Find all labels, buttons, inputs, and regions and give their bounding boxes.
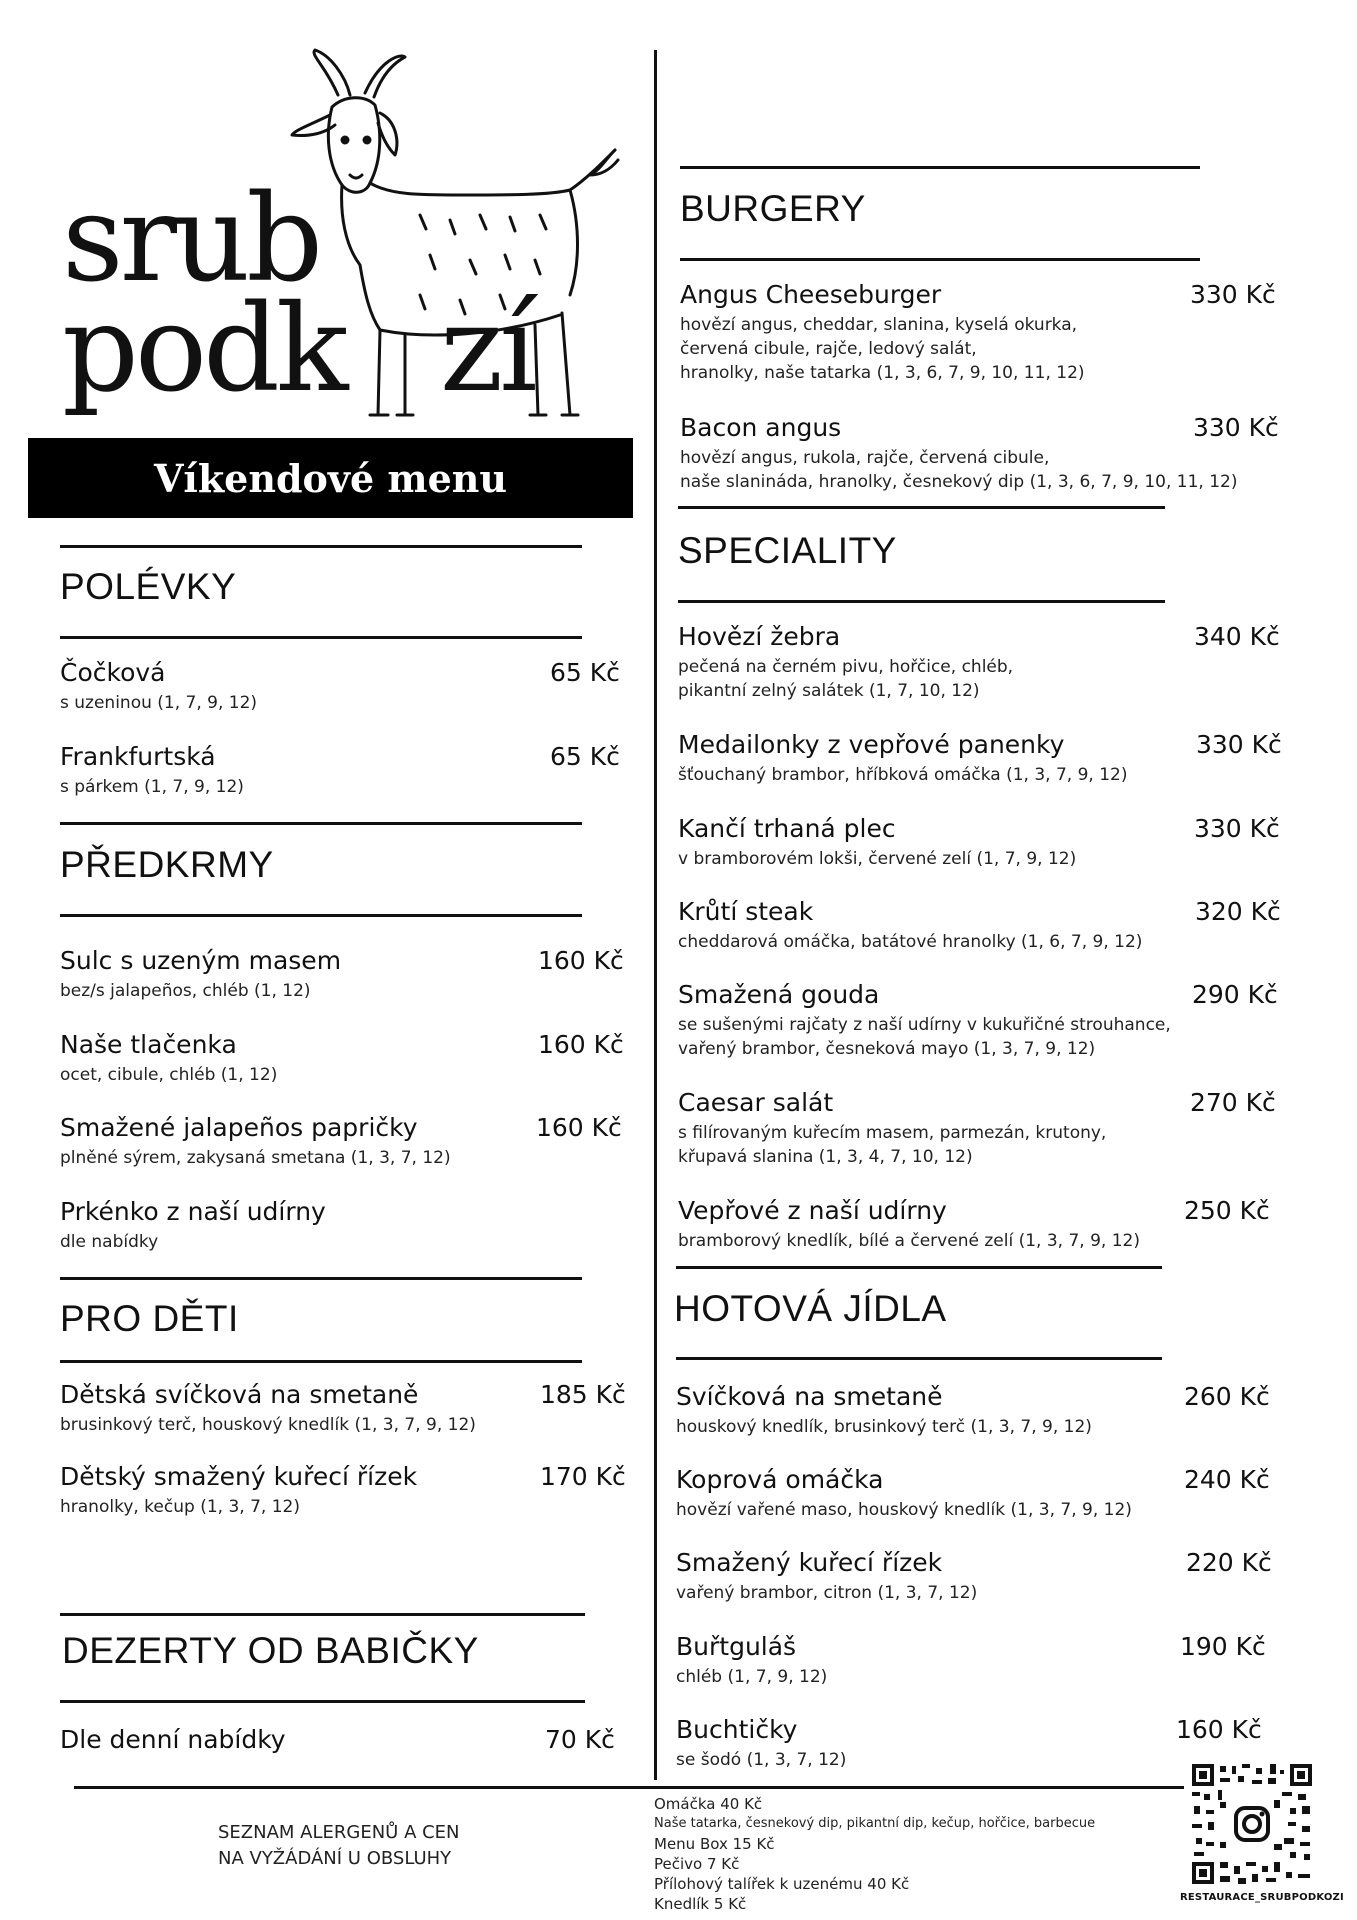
item-price: 250 Kč bbox=[1184, 1196, 1270, 1225]
extras-item: Menu Box 15 Kč bbox=[654, 1835, 775, 1853]
item-desc: ocet, cibule, chléb (1, 12) bbox=[60, 1065, 278, 1085]
section-title-polevky: POLÉVKY bbox=[60, 566, 237, 607]
item-name: Hovězí žebra bbox=[678, 622, 841, 651]
item-desc: naše slanináda, hranolky, česnekový dip (1, 3, 6, 7, 9, 10, 11, 12) bbox=[680, 472, 1238, 492]
item-price: 70 Kč bbox=[545, 1725, 615, 1754]
item-name: Frankfurtská bbox=[60, 742, 216, 771]
logo-text-podk: podk bbox=[62, 280, 345, 419]
item-desc: dle nabídky bbox=[60, 1232, 159, 1252]
menu-item bbox=[60, 1725, 620, 1754]
item-name: Medailonky z vepřové panenky bbox=[678, 730, 1065, 759]
item-desc: brusinkový terč, houskový knedlík (1, 3, 7, 9, 12) bbox=[60, 1415, 476, 1435]
menu-item bbox=[676, 1382, 1276, 1439]
item-price: 160 Kč bbox=[538, 946, 624, 975]
divider bbox=[60, 1613, 585, 1616]
menu-item bbox=[678, 980, 1278, 1061]
item-desc: bramborový knedlík, bílé a červené zelí (1, 3, 7, 9, 12) bbox=[678, 1231, 1140, 1251]
item-name: Naše tlačenka bbox=[60, 1030, 237, 1059]
item-price: 160 Kč bbox=[536, 1113, 622, 1142]
menu-item bbox=[678, 814, 1278, 871]
item-desc: křupavá slanina (1, 3, 4, 7, 10, 12) bbox=[678, 1147, 973, 1167]
menu-item bbox=[60, 946, 624, 1003]
menu-item bbox=[60, 1197, 620, 1254]
item-desc: vařený brambor, citron (1, 3, 7, 12) bbox=[676, 1583, 978, 1603]
item-name: Koprová omáčka bbox=[676, 1465, 884, 1494]
divider bbox=[60, 1360, 582, 1363]
menu-item bbox=[60, 658, 620, 715]
item-name: Sulc s uzeným masem bbox=[60, 946, 342, 975]
section-title-speciality: SPECIALITY bbox=[678, 530, 897, 571]
item-name: Buřtguláš bbox=[676, 1632, 797, 1661]
item-price: 330 Kč bbox=[1193, 413, 1279, 442]
divider bbox=[676, 1266, 1162, 1269]
item-name: Smažená gouda bbox=[678, 980, 880, 1009]
divider bbox=[680, 166, 1200, 169]
menu-banner: Víkendové menu bbox=[28, 438, 633, 518]
item-desc: hovězí angus, cheddar, slanina, kyselá okurka, bbox=[680, 315, 1078, 335]
item-price: 240 Kč bbox=[1184, 1465, 1270, 1494]
item-name: Angus Cheeseburger bbox=[680, 280, 942, 309]
menu-item bbox=[676, 1715, 1276, 1772]
divider bbox=[678, 506, 1165, 509]
item-desc: hovězí angus, rukola, rajče, červená cibule, bbox=[680, 448, 1050, 468]
item-name: Kančí trhaná plec bbox=[678, 814, 896, 843]
item-price: 220 Kč bbox=[1186, 1548, 1272, 1577]
menu-item bbox=[678, 730, 1282, 787]
item-desc: se sušenými rajčaty z naší udírny v kukuřičné strouhance, bbox=[678, 1015, 1171, 1035]
menu-item bbox=[676, 1548, 1276, 1605]
item-desc: se šodó (1, 3, 7, 12) bbox=[676, 1750, 847, 1770]
item-desc: s uzeninou (1, 7, 9, 12) bbox=[60, 693, 258, 713]
item-desc: s párkem (1, 7, 9, 12) bbox=[60, 777, 244, 797]
item-price: 160 Kč bbox=[538, 1030, 624, 1059]
item-desc: houskový knedlík, brusinkový terč (1, 3, 7, 9, 12) bbox=[676, 1417, 1092, 1437]
item-desc: s filírovaným kuřecím masem, parmezán, krutony, bbox=[678, 1123, 1107, 1143]
item-desc: cheddarová omáčka, batátové hranolky (1, 6, 7, 9, 12) bbox=[678, 932, 1143, 952]
divider bbox=[60, 1277, 582, 1280]
extras-item: Přílohový talířek k uzenému 40 Kč bbox=[654, 1875, 910, 1893]
item-price: 270 Kč bbox=[1190, 1088, 1276, 1117]
logo-text-srub: srub bbox=[62, 170, 320, 309]
item-desc: pikantní zelný salátek (1, 7, 10, 12) bbox=[678, 681, 980, 701]
qr-code-icon[interactable] bbox=[1190, 1762, 1314, 1886]
item-desc: hranolky, kečup (1, 3, 7, 12) bbox=[60, 1497, 300, 1517]
item-price: 290 Kč bbox=[1192, 980, 1278, 1009]
menu-item bbox=[676, 1465, 1276, 1522]
extras-list bbox=[654, 1794, 1095, 1914]
item-desc: hranolky, naše tatarka (1, 3, 6, 7, 9, 10, 11, 12) bbox=[680, 363, 1085, 383]
item-desc: vařený brambor, česneková mayo (1, 3, 7, 9, 12) bbox=[678, 1039, 1096, 1059]
menu-item bbox=[678, 1196, 1278, 1253]
menu-item bbox=[678, 897, 1281, 954]
divider bbox=[678, 600, 1165, 603]
allergen-note bbox=[218, 1820, 460, 1872]
section-title-burgery: BURGERY bbox=[680, 188, 866, 229]
item-price: 190 Kč bbox=[1180, 1632, 1266, 1661]
item-name: Prkénko z naší udírny bbox=[60, 1197, 326, 1226]
menu-item bbox=[680, 280, 1280, 385]
menu-item bbox=[678, 622, 1278, 703]
item-name: Bacon angus bbox=[680, 413, 842, 442]
item-price: 185 Kč bbox=[540, 1380, 626, 1409]
item-name: Smažený kuřecí řízek bbox=[676, 1548, 943, 1577]
extras-item: Omáčka 40 Kč bbox=[654, 1795, 763, 1813]
instagram-handle: RESTAURACE_SRUBPODKOZI bbox=[1180, 1892, 1344, 1903]
item-price: 160 Kč bbox=[1176, 1715, 1262, 1744]
menu-item bbox=[60, 742, 620, 799]
divider bbox=[60, 1700, 585, 1703]
menu-item bbox=[60, 1030, 624, 1087]
item-price: 340 Kč bbox=[1194, 622, 1280, 651]
item-name: Caesar salát bbox=[678, 1088, 834, 1117]
item-name: Krůtí steak bbox=[678, 897, 814, 926]
item-desc: pečená na černém pivu, hořčice, chléb, bbox=[678, 657, 1014, 677]
menu-item bbox=[678, 1088, 1278, 1169]
item-price: 330 Kč bbox=[1190, 280, 1276, 309]
allergen-note-line: NA VYŽÁDÁNÍ U OBSLUHY bbox=[218, 1848, 452, 1869]
item-name: Smažené jalapeños papričky bbox=[60, 1113, 418, 1142]
item-name: Čočková bbox=[60, 658, 166, 687]
item-price: 320 Kč bbox=[1195, 897, 1281, 926]
menu-item bbox=[676, 1632, 1276, 1689]
section-title-predkrmy: PŘEDKRMY bbox=[60, 844, 274, 885]
extras-item: Naše tatarka, česnekový dip, pikantní dip, kečup, hořčice, barbecue bbox=[654, 1816, 1096, 1831]
item-name: Buchtičky bbox=[676, 1715, 798, 1744]
item-desc: hovězí vařené maso, houskový knedlík (1, 3, 7, 9, 12) bbox=[676, 1500, 1132, 1520]
item-price: 260 Kč bbox=[1184, 1382, 1270, 1411]
menu-item bbox=[60, 1380, 626, 1437]
item-desc: plněné sýrem, zakysaná smetana (1, 3, 7, 12) bbox=[60, 1148, 451, 1168]
item-name: Dle denní nabídky bbox=[60, 1725, 286, 1754]
section-title-dezerty: DEZERTY OD BABIČKY bbox=[62, 1630, 479, 1671]
allergen-note-line: SEZNAM ALERGENŮ A CEN bbox=[218, 1822, 460, 1843]
menu-item bbox=[680, 413, 1280, 494]
item-desc: chléb (1, 7, 9, 12) bbox=[676, 1667, 828, 1687]
item-price: 65 Kč bbox=[550, 658, 620, 687]
divider bbox=[60, 545, 582, 548]
item-desc: červená cibule, rajče, ledový salát, bbox=[680, 339, 977, 359]
item-name: Dětský smažený kuřecí řízek bbox=[60, 1462, 418, 1491]
section-title-hotova: HOTOVÁ JÍDLA bbox=[674, 1288, 947, 1329]
logo-text-zi: zí bbox=[440, 280, 534, 419]
item-name: Vepřové z naší udírny bbox=[678, 1196, 947, 1225]
menu-item bbox=[60, 1113, 620, 1170]
goat-icon bbox=[270, 45, 630, 425]
divider bbox=[680, 258, 1200, 261]
menu-item bbox=[60, 1462, 626, 1519]
item-desc: v bramborovém lokši, červené zelí (1, 7, 9, 12) bbox=[678, 849, 1077, 869]
footer-divider bbox=[74, 1786, 1184, 1789]
column-divider bbox=[654, 50, 657, 1780]
section-title-prodeti: PRO DĚTI bbox=[60, 1298, 239, 1339]
item-name: Dětská svíčková na smetaně bbox=[60, 1380, 419, 1409]
item-desc: šťouchaný brambor, hříbková omáčka (1, 3, 7, 9, 12) bbox=[678, 765, 1128, 785]
item-price: 65 Kč bbox=[550, 742, 620, 771]
divider bbox=[676, 1357, 1162, 1360]
divider bbox=[60, 636, 582, 639]
item-price: 170 Kč bbox=[540, 1462, 626, 1491]
item-price: 330 Kč bbox=[1196, 730, 1282, 759]
item-desc: bez/s jalapeños, chléb (1, 12) bbox=[60, 981, 311, 1001]
divider bbox=[60, 914, 582, 917]
divider bbox=[60, 822, 582, 825]
item-name: Svíčková na smetaně bbox=[676, 1382, 943, 1411]
item-price: 330 Kč bbox=[1194, 814, 1280, 843]
extras-item: Knedlík 5 Kč bbox=[654, 1895, 747, 1913]
extras-item: Pečivo 7 Kč bbox=[654, 1855, 740, 1873]
